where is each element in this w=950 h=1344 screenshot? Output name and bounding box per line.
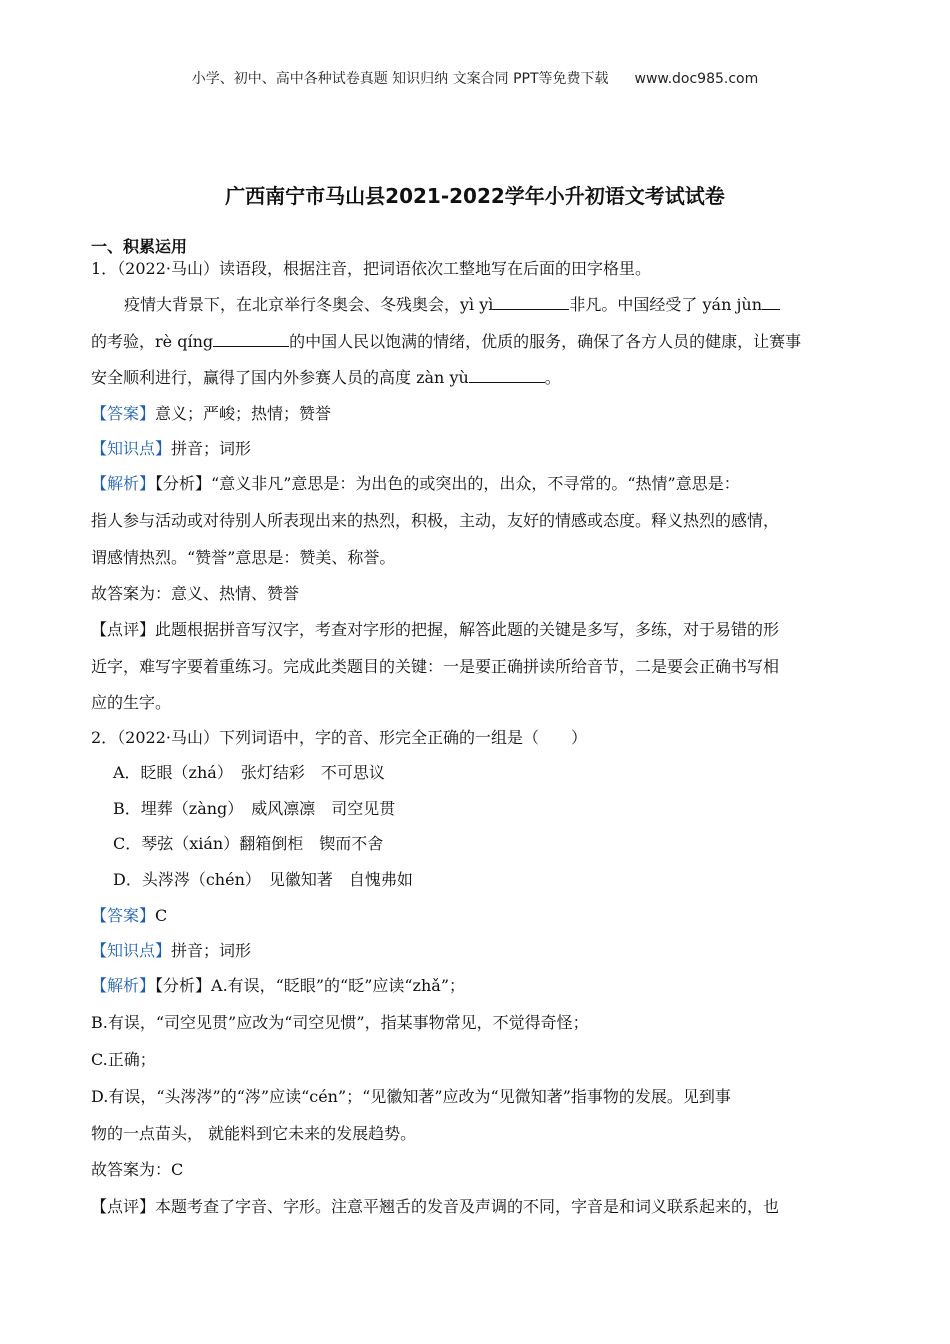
header-text: 小学、初中、高中各种试卷真题 知识归纳 文案合同 PPT等免费下载 xyxy=(191,71,609,87)
analysis-tag: 【解析】 xyxy=(91,474,156,493)
answer-tag: 【答案】 xyxy=(91,906,156,925)
q2-option-b: B．埋葬（zàng） 威风凛凛 司空见贯 xyxy=(113,799,396,818)
blank-3 xyxy=(213,330,289,347)
q1-knowledge-point: 【知识点】拼音；词形 xyxy=(91,439,252,458)
q1-passage-line-3: 安全顺利进行，赢得了国内外参赛人员的高度 zàn yù 。 xyxy=(91,368,561,387)
knowledge-tag: 【知识点】 xyxy=(91,439,172,458)
knowledge-tag: 【知识点】 xyxy=(91,941,172,960)
q1-analysis-line-1: 【解析】【分析】“意义非凡”意思是：为出色的或突出的，出众，不寻常的。“热情”意思是： xyxy=(91,474,740,493)
document-title: 广西南宁市马山县2021-2022学年小升初语文考试试卷 xyxy=(225,184,725,208)
analysis-tag: 【解析】 xyxy=(91,976,156,995)
q2-analysis-line-3: C.正确； xyxy=(91,1050,156,1069)
q2-option-a: A．眨眼（zhá） 张灯结彩 不可思议 xyxy=(113,763,385,782)
blank-2 xyxy=(762,293,780,310)
q1-analysis-line-2: 指人参与活动或对待别人所表现出来的热烈，积极，主动，友好的情感或态度。释义热烈的感情， xyxy=(91,511,780,530)
q1-passage-line-2: 的考验，rè qíng 的中国人民以饱满的情绪，优质的服务，确保了各方人员的健康，让赛事 xyxy=(91,332,802,351)
q2-option-c: C．琴弦（xián）翻箱倒柜 锲而不舍 xyxy=(113,834,384,853)
section-heading: 一、积累运用 xyxy=(91,237,188,256)
q1-passage-line-1: 疫情大背景下，在北京举行冬奥会、冬残奥会，yì yì 非凡。中国经受了 yán jùn xyxy=(124,293,780,316)
q1-analysis-line-3: 谓感情热烈。“赞誉”意思是：赞美、称誉。 xyxy=(91,548,396,567)
q1-final-answer: 故答案为：意义、热情、赞誉 xyxy=(91,584,300,603)
q1-comment-line-2: 近字，难写字要着重练习。完成此类题目的关键：一是要正确拼读所给音节，二是要会正确书写相 xyxy=(91,657,780,676)
blank-4 xyxy=(469,366,545,383)
q2-analysis-line-1: 【解析】【分析】A.有误，“眨眼”的“眨”应读“zhǎ”； xyxy=(91,976,466,995)
q2-comment-line-1: 【点评】本题考查了字音、字形。注意平翘舌的发音及声调的不同，字音是和词义联系起来的，也 xyxy=(91,1197,780,1216)
header-url[interactable]: www.doc985.com xyxy=(634,71,759,87)
q2-option-d: D．头涔涔（chén） 见徽知著 自愧弗如 xyxy=(113,870,413,889)
q2-final-answer: 故答案为：C xyxy=(91,1160,184,1179)
q2-analysis-line-2: B.有误，“司空见贯”应改为“司空见惯”，指某事物常见，不觉得奇怪； xyxy=(91,1013,589,1032)
q2-answer: 【答案】C xyxy=(91,906,168,925)
q1-prompt: 1．（2022·马山）读语段，根据注音，把词语依次工整地写在后面的田字格里。 xyxy=(91,259,651,278)
q1-comment-line-3: 应的生字。 xyxy=(91,693,172,712)
q1-comment-line-1: 【点评】此题根据拼音写汉字，考查对字形的把握，解答此题的关键是多写，多练，对于易错的形 xyxy=(91,620,780,639)
page-header xyxy=(0,68,950,88)
q2-knowledge-point: 【知识点】拼音；词形 xyxy=(91,941,252,960)
q2-analysis-line-4: D.有误，“头涔涔”的“涔”应读“cén”；“见徽知著”应改为“见微知著”指事物的发展。见到事 xyxy=(91,1087,731,1106)
answer-tag: 【答案】 xyxy=(91,404,156,423)
q2-analysis-line-5: 物的一点苗头， 就能料到它未来的发展趋势。 xyxy=(91,1124,417,1143)
q1-answer: 【答案】意义；严峻；热情；赞誉 xyxy=(91,404,332,423)
blank-1 xyxy=(493,293,569,310)
q2-prompt: 2．（2022·马山）下列词语中，字的音、形完全正确的一组是（ ） xyxy=(91,728,587,747)
